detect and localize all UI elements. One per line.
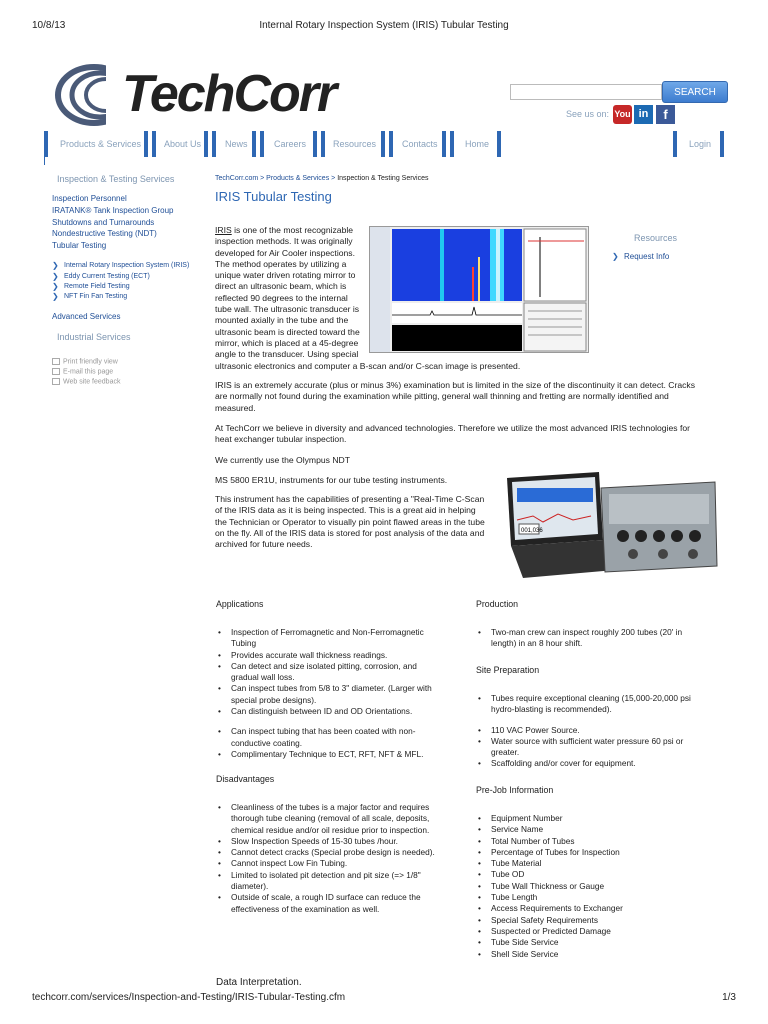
applications-list bbox=[216, 627, 466, 760]
nav-about-us[interactable]: About Us bbox=[164, 139, 202, 149]
list-item: • Two-man crew can inspect roughly 200 tubes (20' in length) in an 8 hour shift. bbox=[476, 627, 716, 650]
sidebar-sub-nft[interactable]: ❯ NFT Fin Fan Testing bbox=[52, 293, 127, 300]
main-nav bbox=[44, 131, 728, 157]
page-title: IRIS Tubular Testing bbox=[215, 189, 332, 204]
list-item: • Tube Side Service bbox=[476, 937, 716, 948]
disadvantages-heading: Disadvantages bbox=[216, 774, 275, 784]
sidebar-item-advanced[interactable]: Advanced Services bbox=[52, 312, 121, 321]
list-item: • Total Number of Tubes bbox=[476, 836, 716, 847]
prejob-heading: Pre-Job Information bbox=[476, 785, 554, 795]
print-friendly-link[interactable]: Print friendly view bbox=[52, 358, 118, 365]
sidebar-item-industrial[interactable]: Industrial Services bbox=[57, 332, 131, 342]
site-preparation-heading: Site Preparation bbox=[476, 665, 540, 675]
breadcrumb-home[interactable]: TechCorr.com bbox=[215, 175, 259, 182]
youtube-icon[interactable]: You bbox=[613, 105, 632, 124]
list-item: • Provides accurate wall thickness readings. bbox=[216, 650, 466, 661]
list-item: • 110 VAC Power Source. bbox=[476, 725, 716, 736]
sidebar-item-tubular-testing[interactable]: Tubular Testing bbox=[52, 241, 107, 250]
sidebar-item-shutdowns[interactable]: Shutdowns and Turnarounds bbox=[52, 218, 155, 227]
facebook-icon[interactable]: f bbox=[656, 105, 675, 124]
email-page-link[interactable]: E-mail this page bbox=[52, 368, 113, 375]
site-preparation-list bbox=[476, 693, 716, 770]
instrument-paragraph: MS 5800 ER1U, instruments for our tube testing instruments. bbox=[215, 475, 448, 485]
accuracy-paragraph: IRIS is an extremely accurate (plus or minus 3%) examination but is limited in the size of the discontinuity it can detect. Cracks are normally not found during the examination while pitting, general wall thinning and fretting are normally identified and measured. bbox=[215, 380, 696, 413]
iris-link[interactable]: IRIS bbox=[215, 225, 232, 235]
list-item: • Tube Length bbox=[476, 892, 716, 903]
list-item: • Scaffolding and/or cover for equipment. bbox=[476, 758, 716, 769]
list-item: • Tube Wall Thickness or Gauge bbox=[476, 881, 716, 892]
intro-paragraph: IRIS is one of the most recognizable inspection methods. It was originally developed for Air Cooler inspections. The method operates by utilizing a unique water driven rotating mirror to direct an ultrasonic beam, which is reflected 90 degrees to the internal tube wall. The ultrasonic transducer is mounted axially in the tube and the ultrasonic beam is directed toward the mirror, which is placed at a 45-degree angle to the transducer. Using special ultrasonic electronics and computer a B-scan and/or C-scan image is presented. bbox=[215, 225, 521, 371]
print-page-number: 1/3 bbox=[722, 992, 736, 1003]
sidebar-sub-ect[interactable]: ❯ Eddy Current Testing (ECT) bbox=[52, 273, 150, 280]
list-item: • Cannot detect cracks (Special probe design is needed). bbox=[216, 847, 466, 858]
data-interpretation-heading: Data Interpretation. bbox=[216, 977, 302, 988]
nav-contacts[interactable]: Contacts bbox=[402, 139, 438, 149]
nav-login[interactable]: Login bbox=[689, 139, 712, 149]
sidebar-item-ndt[interactable]: Nondestructive Testing (NDT) bbox=[52, 229, 157, 238]
request-info-link[interactable]: ❯ Request Info bbox=[612, 252, 669, 261]
sidebar-heading[interactable]: Inspection & Testing Services bbox=[57, 174, 175, 184]
logo-text: TechCorr bbox=[122, 65, 336, 123]
feedback-link[interactable]: Web site feedback bbox=[52, 378, 120, 385]
nav-products-services[interactable]: Products & Services bbox=[60, 139, 142, 149]
iris-scan-image bbox=[369, 226, 589, 353]
list-item: • Can inspect tubes from 5/8 to 3" diameter. (Larger with special probe designs). bbox=[216, 683, 466, 706]
list-item: • Outside of scale, a rough ID surface can reduce the effectiveness of the examination as well. bbox=[216, 892, 466, 915]
realtime-paragraph: This instrument has the capabilities of presenting a "Real-Time C-Scan of the IRIS data as it is being inspected. This is a great aid in helping the Technician or Operator to visually pin point flawed areas in the tube on the fly. All of the IRIS data is stored for post analysis of the data and archived for future needs. bbox=[215, 494, 485, 550]
sidebar-item-inspection-personnel[interactable]: Inspection Personnel bbox=[52, 194, 127, 203]
nav-home[interactable]: Home bbox=[465, 139, 490, 149]
list-item: • Tube Material bbox=[476, 858, 716, 869]
print-title: Internal Rotary Inspection System (IRIS) Tubular Testing bbox=[259, 20, 509, 31]
resources-heading: Resources bbox=[634, 233, 678, 243]
list-item: • Limited to isolated pit detection and pit size (=> 1/8" diameter). bbox=[216, 870, 466, 893]
nav-news[interactable]: News bbox=[225, 139, 248, 149]
breadcrumb-products[interactable]: Products & Services bbox=[266, 175, 330, 182]
list-item: • Water source with sufficient water pressure 60 psi or greater. bbox=[476, 736, 716, 759]
production-heading: Production bbox=[476, 599, 519, 609]
olympus-instrument-image bbox=[503, 470, 721, 582]
list-item: • Cleanliness of the tubes is a major factor and requires thorough tube cleaning (removal of all scale, deposits, chemical residue and/or oil residue prior to inspection. bbox=[216, 802, 466, 836]
breadcrumb: TechCorr.com > Products & Services > Inspection & Testing Services bbox=[215, 175, 429, 182]
list-item: • Equipment Number bbox=[476, 813, 716, 824]
see-us-label: See us on: bbox=[566, 109, 610, 119]
list-item: • Tube OD bbox=[476, 869, 716, 880]
list-item: • Access Requirements to Exchanger bbox=[476, 903, 716, 914]
sidebar-sub-rft[interactable]: ❯ Remote Field Testing bbox=[52, 283, 130, 290]
print-url: techcorr.com/services/Inspection-and-Testing/IRIS-Tubular-Testing.cfm bbox=[32, 992, 346, 1003]
nav-careers[interactable]: Careers bbox=[274, 139, 307, 149]
diversity-paragraph: At TechCorr we believe in diversity and advanced technologies. Therefore we utilize the most advanced IRIS technologies for heat exchanger tubular inspection. bbox=[215, 423, 690, 445]
linkedin-icon[interactable]: in bbox=[634, 105, 653, 124]
screen-readout: 001,036 bbox=[521, 528, 543, 534]
list-item: • Special Safety Requirements bbox=[476, 915, 716, 926]
nav-resources[interactable]: Resources bbox=[333, 139, 377, 149]
email-icon bbox=[52, 368, 60, 375]
prejob-list bbox=[476, 813, 716, 960]
list-item: • Can distinguish between ID and OD Orientations. bbox=[216, 706, 466, 717]
techcorr-logo[interactable] bbox=[54, 62, 336, 132]
list-item: • Complimentary Technique to ECT, RFT, NFT & MFL. bbox=[216, 749, 466, 760]
list-item: • Cannot inspect Low Fin Tubing. bbox=[216, 858, 466, 869]
disadvantages-list bbox=[216, 802, 466, 915]
olympus-paragraph: We currently use the Olympus NDT bbox=[215, 455, 350, 465]
list-item: • Service Name bbox=[476, 824, 716, 835]
sidebar-sub-iris[interactable]: ❯ Internal Rotary Inspection System (IRIS) bbox=[52, 262, 189, 269]
list-item: • Shell Side Service bbox=[476, 949, 716, 960]
search-input[interactable] bbox=[510, 84, 662, 100]
search-button[interactable]: SEARCH bbox=[662, 81, 728, 103]
list-item: • Suspected or Predicted Damage bbox=[476, 926, 716, 937]
production-list bbox=[476, 627, 716, 650]
list-item: • Slow Inspection Speeds of 15-30 tubes /hour. bbox=[216, 836, 466, 847]
list-item: • Inspection of Ferromagnetic and Non-Ferromagnetic Tubing bbox=[216, 627, 466, 650]
list-item: • Can detect and size isolated pitting, corrosion, and gradual wall loss. bbox=[216, 661, 466, 684]
print-date: 10/8/13 bbox=[32, 20, 66, 31]
printer-icon bbox=[52, 358, 60, 365]
sidebar-item-iratank[interactable]: IRATANK® Tank Inspection Group bbox=[52, 206, 174, 215]
applications-heading: Applications bbox=[216, 599, 264, 609]
list-item: • Tubes require exceptional cleaning (15,000-20,000 psi hydro-blasting is recommended). bbox=[476, 693, 716, 716]
breadcrumb-current: Inspection & Testing Services bbox=[337, 175, 429, 182]
list-item: • Can inspect tubing that has been coated with non- conductive coating. bbox=[216, 726, 466, 749]
feedback-icon bbox=[52, 378, 60, 385]
list-item: • Percentage of Tubes for Inspection bbox=[476, 847, 716, 858]
